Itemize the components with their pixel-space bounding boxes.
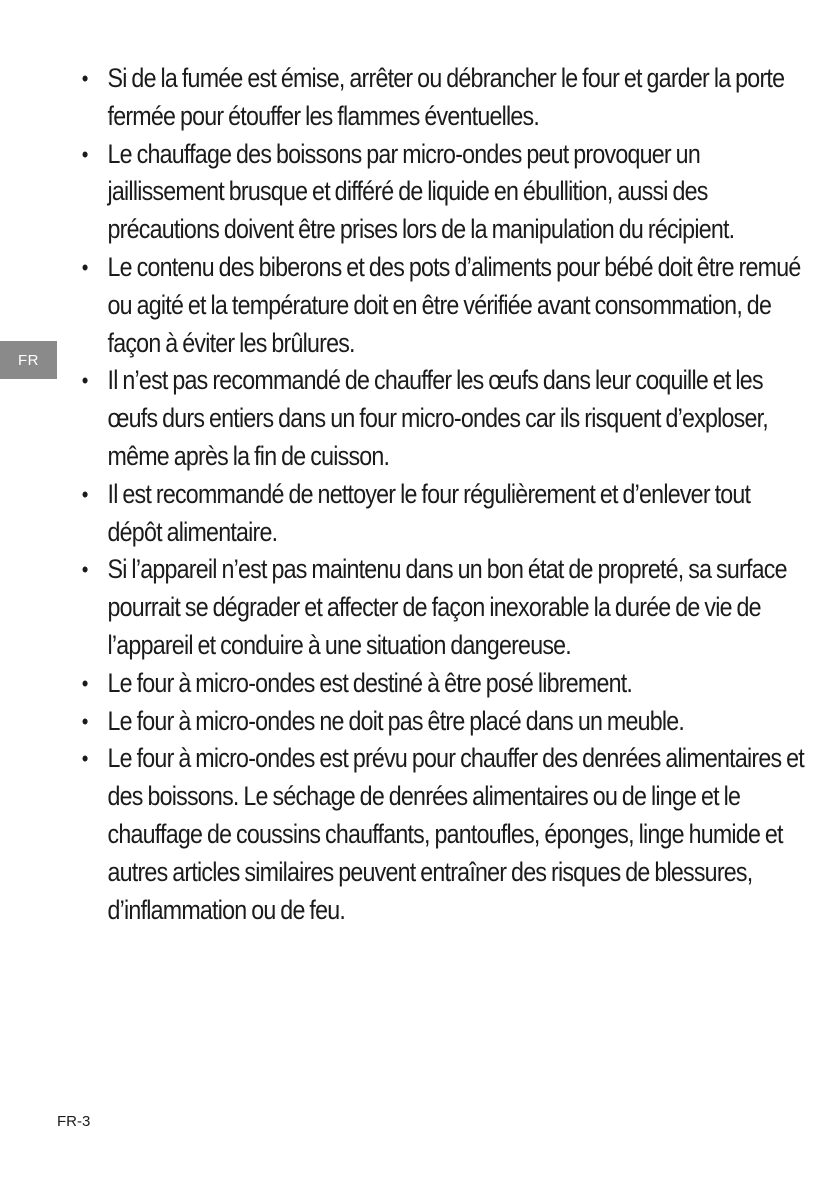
list-item: • Il est recommandé de nettoyer le four régulièrement et d’enlever tout dépôt alimentaire. [80, 476, 808, 552]
bullet-icon: • [81, 66, 88, 91]
bullet-list [80, 60, 804, 929]
bullet-icon: • [81, 746, 88, 772]
bullet-icon: • [81, 670, 88, 696]
list-item: • Le four à micro-ondes ne doit pas être placé dans un meuble. [80, 703, 808, 741]
language-tab-label: FR [18, 351, 39, 369]
safety-instructions [80, 60, 804, 929]
bullet-icon: • [81, 481, 88, 507]
list-item: • Le chauffage des boissons par micro-ondes peut provoquer un jaillissement brusque et différé de liquide en ébullition, aussi des précautions doivent être prises lors de la manipulation du récipient. [80, 136, 808, 249]
list-item: • Si l’appareil n’est pas maintenu dans un bon état de propreté, sa surface pourrait se dégrader et affecter de façon inexorable la durée de vie de l’appareil et conduire à une situation dangereuse. [80, 551, 808, 664]
list-item: • Le four à micro-ondes est destiné à être posé librement. [80, 665, 808, 703]
list-item: • Il n’est pas recommandé de chauffer les œufs dans leur coquille et les œufs durs entiers dans un four micro-ondes car ils risquent d’exploser, même après la fin de cuisson. [80, 362, 808, 475]
language-tab [0, 341, 57, 379]
bullet-icon: • [81, 708, 88, 734]
page-number: FR-3 [57, 1113, 91, 1130]
bullet-icon: • [81, 368, 88, 394]
bullet-icon: • [81, 557, 88, 583]
list-item: • Le four à micro-ondes est prévu pour chauffer des denrées alimentaires et des boissons. Le séchage de denrées alimentaires ou de linge et le chauffage de coussins chauffants, pantoufles, éponges, linge humide et autres articles similaires peuvent entraîner des risques de blessures, d’inflammation ou de feu. [80, 740, 808, 929]
list-item: • Si de la fumée est émise, arrêter ou débrancher le four et garder la porte fermée pour étouffer les flammes éventuelles. [80, 60, 808, 136]
bullet-icon: • [81, 141, 88, 167]
bullet-icon: • [81, 254, 88, 280]
list-item: • Le contenu des biberons et des pots d’aliments pour bébé doit être remué ou agité et la température doit en être vérifiée avant consommation, de façon à éviter les brûlures. [80, 249, 808, 362]
